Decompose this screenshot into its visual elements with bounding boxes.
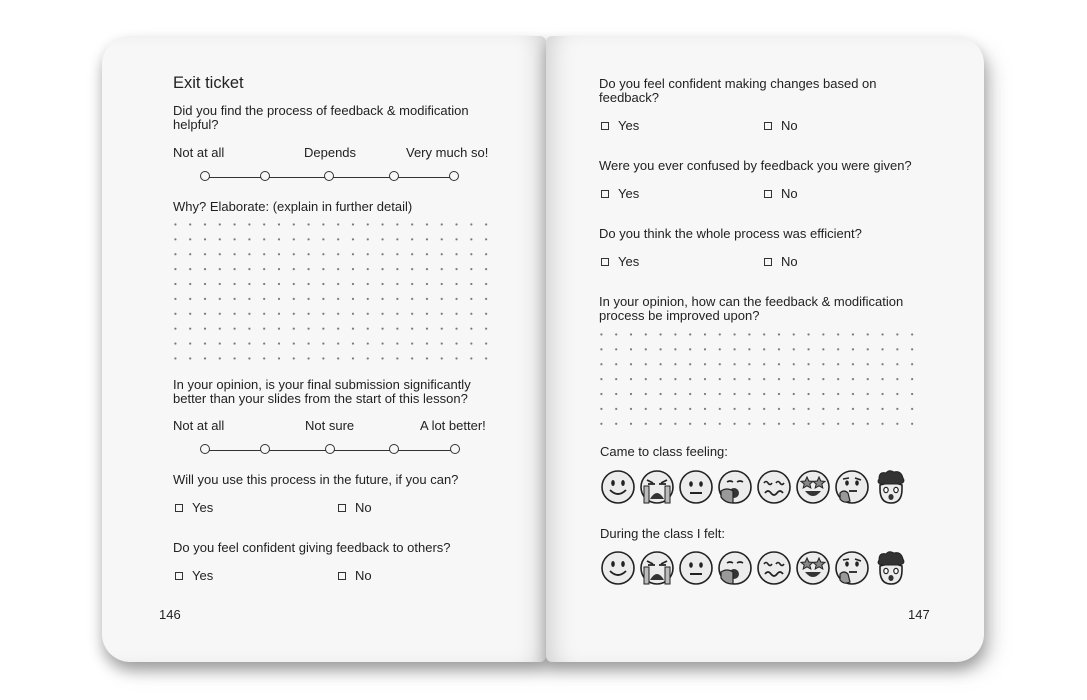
question-future-use: Will you use this process in the future, if you can? [173,472,459,487]
thinking-face-icon[interactable] [834,550,870,586]
loudly-crying-face-icon[interactable] [639,469,675,505]
smiling-face-icon[interactable] [600,469,636,505]
checkbox-yes[interactable] [601,186,639,201]
checkbox-no[interactable] [764,254,798,269]
checkbox-label: No [781,118,798,133]
exploding-head-icon[interactable] [873,550,909,586]
scale-option-3[interactable] [324,171,334,181]
page-number: 147 [908,607,930,622]
dizzy-face-icon[interactable] [756,550,792,586]
checkbox-no[interactable] [764,118,798,133]
scale-label-low: Not at all [173,145,225,160]
checkbox-label: Yes [192,500,214,515]
checkbox-box[interactable] [338,504,346,512]
thinking-face-icon[interactable] [834,469,870,505]
loudly-crying-face-icon[interactable] [639,550,675,586]
checkbox-box[interactable] [764,190,772,198]
yawning-face-icon[interactable] [717,550,753,586]
question-elaborate: Why? Elaborate: (explain in further detail) [173,199,413,214]
question-final-submission: In your opinion, is your final submission significantly better than your slides from the start of this lesson? [173,377,471,406]
during-feeling-label: During the class I felt: [600,526,725,541]
checkbox-no[interactable] [338,500,372,515]
checkbox-box[interactable] [601,258,609,266]
checkbox-box[interactable] [601,190,609,198]
checkbox-label: Yes [192,568,214,583]
checkbox-yes[interactable] [601,254,639,269]
checkbox-label: Yes [618,186,640,201]
dizzy-face-icon[interactable] [756,469,792,505]
yawning-face-icon[interactable] [717,469,753,505]
checkbox-label: Yes [618,254,640,269]
checkbox-yes[interactable] [175,500,213,515]
dotted-writing-area[interactable] [594,327,918,427]
checkbox-label: No [355,500,372,515]
checkbox-label: No [781,254,798,269]
rating-scale-helpful [200,171,460,183]
scale-label-high: Very much so! [406,145,489,160]
question-helpful: Did you find the process of feedback & modification helpful? [173,103,469,132]
scale-option-4[interactable] [389,444,399,454]
scale-option-4[interactable] [389,171,399,181]
checkbox-label: No [781,186,798,201]
came-feeling-label: Came to class feeling: [600,444,728,459]
checkbox-yes[interactable] [175,568,213,583]
scale-option-1[interactable] [200,444,210,454]
scale-label-low: Not at all [173,418,225,433]
checkbox-label: Yes [618,118,640,133]
neutral-face-icon[interactable] [678,469,714,505]
star-struck-face-icon[interactable] [795,469,831,505]
came-feeling-emoji-row [600,469,920,507]
scale-label-mid: Depends [304,145,357,160]
right-page [546,36,984,662]
checkbox-yes[interactable] [601,118,639,133]
during-feeling-emoji-row [600,550,920,588]
scale-option-2[interactable] [260,171,270,181]
page-number: 146 [159,607,181,622]
question-confident-changes: Do you feel confident making changes based on feedback? [599,76,877,105]
scale-option-1[interactable] [200,171,210,181]
checkbox-box[interactable] [175,504,183,512]
question-confused: Were you ever confused by feedback you were given? [599,158,912,173]
checkbox-no[interactable] [338,568,372,583]
exploding-head-icon[interactable] [873,469,909,505]
checkbox-box[interactable] [764,122,772,130]
question-improvement: In your opinion, how can the feedback & modification process be improved upon? [599,294,904,323]
checkbox-box[interactable] [338,572,346,580]
checkbox-box[interactable] [764,258,772,266]
scale-option-5[interactable] [450,444,460,454]
checkbox-label: No [355,568,372,583]
rating-scale-improvement [200,444,461,456]
scale-label-mid: Not sure [305,418,355,433]
scale-option-3[interactable] [325,444,335,454]
scale-option-5[interactable] [449,171,459,181]
star-struck-face-icon[interactable] [795,550,831,586]
question-efficient: Do you think the whole process was efficient? [599,226,862,241]
checkbox-box[interactable] [175,572,183,580]
dotted-writing-area[interactable] [168,217,494,367]
checkbox-box[interactable] [601,122,609,130]
page-title: Exit ticket [173,74,244,92]
scale-label-high: A lot better! [420,418,486,433]
left-page [102,36,546,662]
checkbox-no[interactable] [764,186,798,201]
scale-option-2[interactable] [260,444,270,454]
neutral-face-icon[interactable] [678,550,714,586]
smiling-face-icon[interactable] [600,550,636,586]
question-giving-feedback: Do you feel confident giving feedback to others? [173,540,451,555]
